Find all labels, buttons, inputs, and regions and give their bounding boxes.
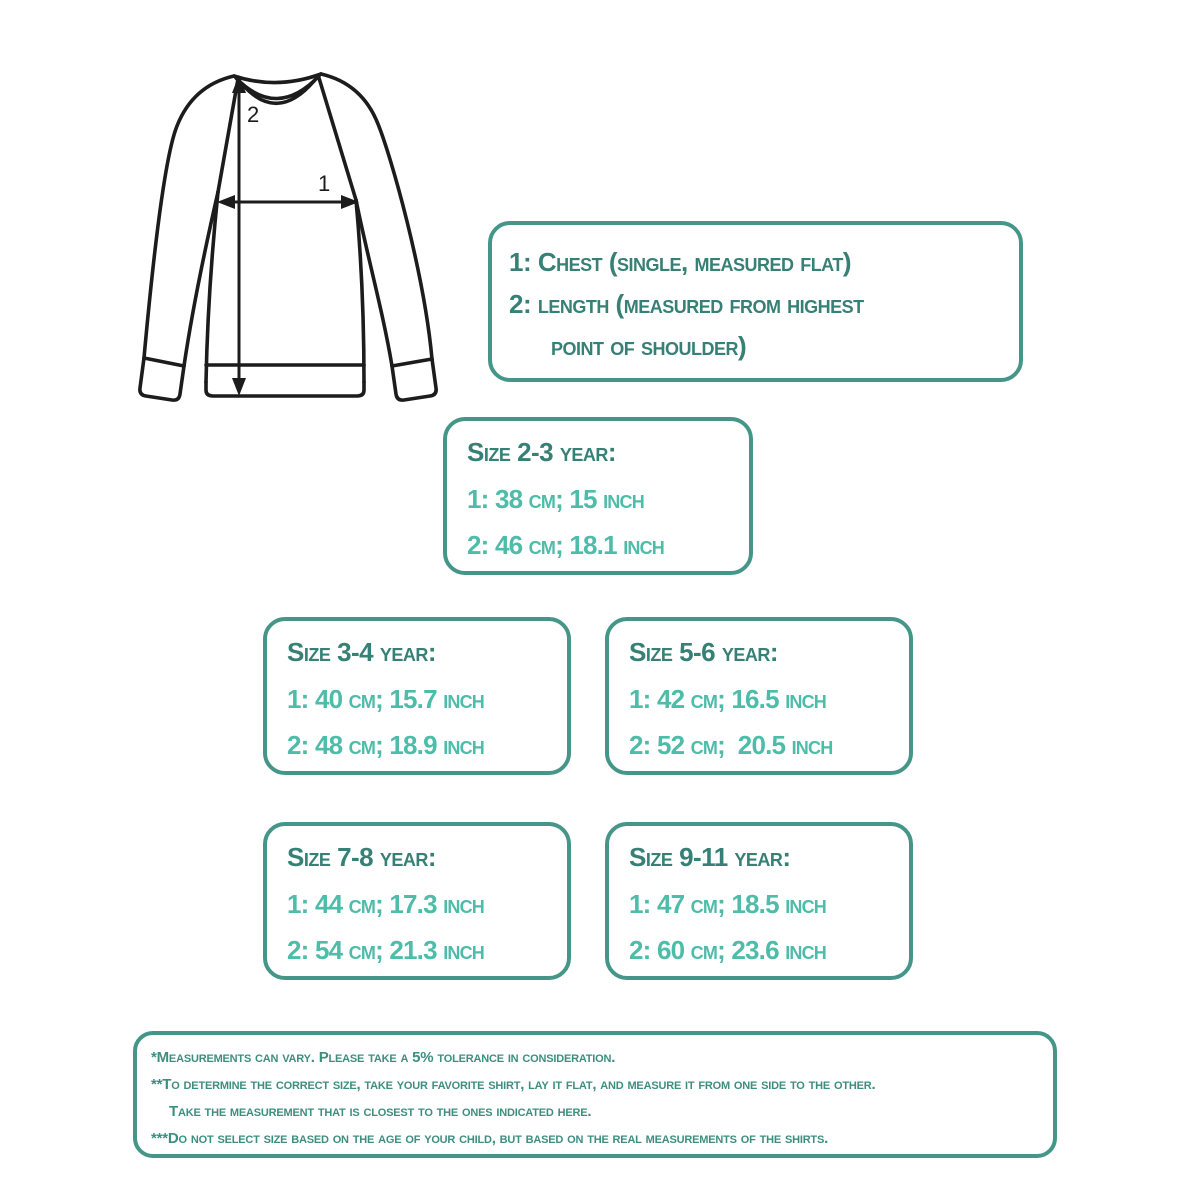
size-length-value: 2: 52 cm; 20.5 inch	[629, 730, 833, 760]
chest-arrow-label: 1	[318, 171, 331, 196]
size-box-3-4-year	[263, 617, 571, 775]
size-chest-value: 1: 47 cm; 18.5 inch	[629, 889, 826, 919]
footnote-how-to-measure-cont: Take the measurement that is closest to the ones indicated here.	[169, 1103, 592, 1120]
garment-outline	[140, 74, 436, 400]
size-length-value: 2: 60 cm; 23.6 inch	[629, 935, 826, 965]
chest-arrow-head-left	[217, 195, 235, 209]
length-arrow-label: 2	[247, 102, 260, 127]
size-box-9-11-year	[605, 822, 913, 980]
left-sleeve-outer	[144, 76, 234, 358]
left-cuff-top	[144, 358, 184, 366]
legend-line-length-cont: point of shoulder)	[551, 331, 747, 361]
body-bottom-hem	[206, 382, 364, 396]
size-length-value: 2: 46 cm; 18.1 inch	[467, 530, 664, 560]
sweatshirt-diagram	[120, 50, 460, 410]
legend-line-chest: 1: Chest (single, measured flat)	[509, 247, 851, 277]
size-box-7-8-year	[263, 822, 571, 980]
size-chest-value: 1: 38 cm; 15 inch	[467, 484, 644, 514]
size-length-value: 2: 48 cm; 18.9 inch	[287, 730, 484, 760]
left-sleeve-inner	[184, 192, 218, 366]
legend-box	[488, 221, 1023, 382]
size-title: Size 7-8 year:	[287, 842, 437, 872]
size-box-5-6-year	[605, 617, 913, 775]
size-chest-value: 1: 44 cm; 17.3 inch	[287, 889, 484, 919]
length-arrow-head-bottom	[232, 378, 246, 396]
length-measurement-arrow	[232, 75, 259, 396]
size-title: Size 9-11 year:	[629, 842, 791, 872]
size-chest-value: 1: 40 cm; 15.7 inch	[287, 684, 484, 714]
collar-outer-line	[234, 74, 321, 83]
footnote-how-to-measure: **To determine the correct size, take your favorite shirt, lay it flat, and measure it from one side to the other.	[151, 1076, 876, 1093]
size-title: Size 5-6 year:	[629, 637, 779, 667]
size-title: Size 3-4 year:	[287, 637, 437, 667]
size-chest-value: 1: 42 cm; 16.5 inch	[629, 684, 826, 714]
legend-line-length: 2: length (measured from highest	[509, 289, 864, 319]
size-length-value: 2: 54 cm; 21.3 inch	[287, 935, 484, 965]
footnote-age-warning: ***Do not select size based on the age of your child, but based on the real measurements of the shirts.	[151, 1130, 829, 1147]
right-cuff-top	[392, 359, 432, 366]
size-title: Size 2-3 year:	[467, 437, 617, 467]
right-sleeve-outer	[321, 74, 432, 359]
footnote-tolerance: *Measurements can vary. Please take a 5% tolerance in consideration.	[151, 1049, 616, 1066]
size-box-2-3-year	[443, 417, 753, 575]
footnotes-box	[133, 1031, 1057, 1158]
left-raglan-seam	[218, 79, 238, 192]
